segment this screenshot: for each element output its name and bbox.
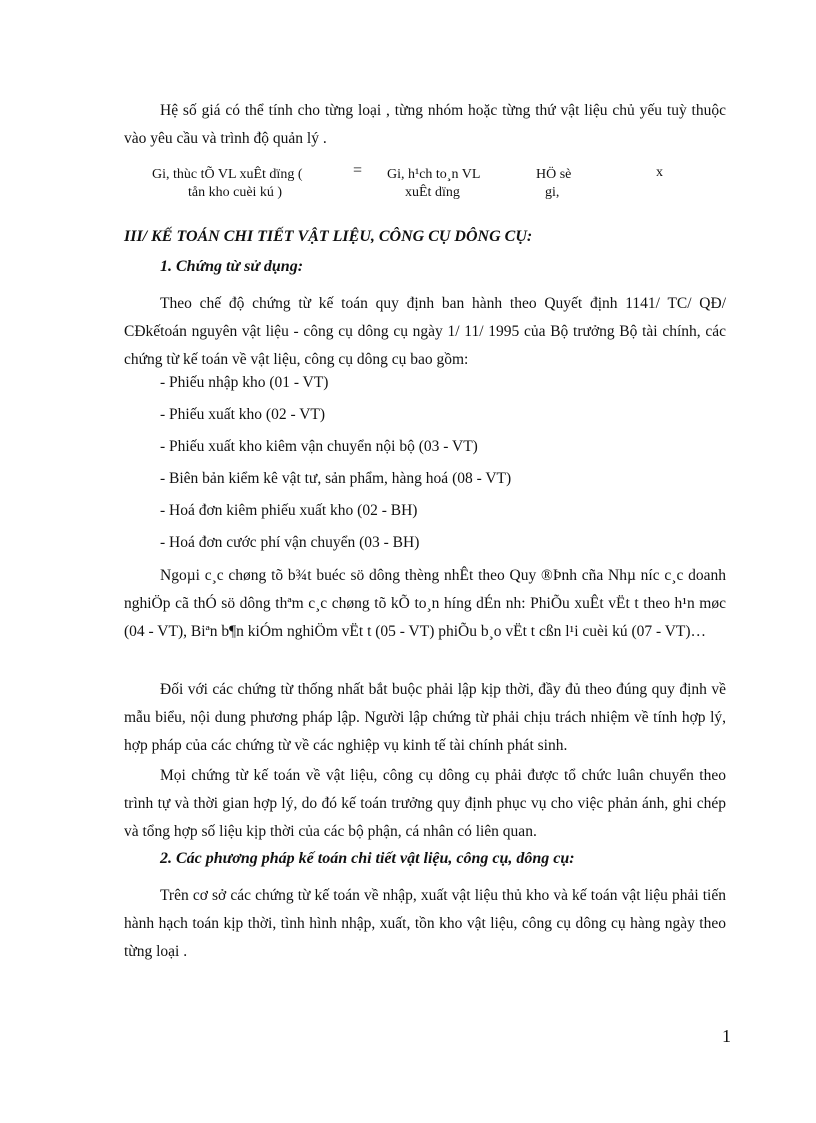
- document-list: [160, 373, 511, 565]
- formula-equals-sign: =: [353, 162, 363, 179]
- formula-lhs-line2: tån kho cuèi kú ): [188, 185, 283, 200]
- list-item: - Hoá đơn cước phí vận chuyển (03 - BH): [160, 534, 420, 551]
- documents-paragraph: Theo chế độ chứng từ kế toán quy định ban hành theo Quyết định 1141/ TC/ QĐ/ CĐkếtoán nguyên vật liệu - công cụ dông cụ ngày 1/ 11/ 1995 của Bộ trưởng Bộ tài chính, các chứng từ kế toán về vật liệu, công cụ dông cụ bao gồm:: [124, 295, 726, 368]
- formula-mid-line1: Gi, h¹ch to¸n VL: [387, 167, 481, 182]
- list-item: - Phiếu nhập kho (01 - VT): [160, 374, 329, 391]
- formula-lhs-line1: Gi, thùc tÕ VL xuÊt dïng (: [152, 167, 303, 182]
- methods-paragraph: Trên cơ sở các chứng từ kế toán về nhập, xuất vật liệu thủ kho và kế toán vật liệu phải tiến hành hạch toán kịp thời, tình hình nhập, xuất, tồn kho vật liệu, công cụ dông cụ hàng ngày theo từng loại .: [124, 887, 726, 960]
- intro-paragraph: Hệ số giá có thể tính cho từng loại , từng nhóm hoặc từng thứ vật liệu chủ yếu tuỳ thuộc vào yêu cầu và trình độ quản lý .: [124, 102, 726, 147]
- formula-mid-line2: xuÊt dïng: [405, 185, 460, 200]
- formula-times-sign: x: [656, 165, 663, 180]
- circulation-paragraph: Mọi chứng từ kế toán về vật liệu, công cụ dông cụ phải được tổ chức luân chuyển theo trình tự và thời gian hợp lý, do đó kế toán trưởng quy định phục vụ cho việc phản ánh, ghi chép và tổng hợp số liệu kịp thời của các bộ phận, cá nhân có liên quan.: [124, 767, 726, 840]
- section-heading: III/ KẾ TOÁN CHI TIẾT VẬT LIỆU, CÔNG CỤ DÔNG CỤ:: [124, 228, 533, 245]
- page-number: 1: [722, 1026, 731, 1046]
- mandatory-documents-paragraph: Đối với các chứng từ thống nhất bắt buộc phải lập kịp thời, đầy đủ theo đúng quy định về mẫu biểu, nội dung phương pháp lập. Người lập chứng từ phải chịu trách nhiệm về tính hợp lý, hợp pháp của các chứng từ về các nghiệp vụ kinh tế tài chính phát sinh.: [124, 681, 726, 754]
- list-item: - Biên bản kiểm kê vật tư, sản phẩm, hàng hoá (08 - VT): [160, 470, 512, 487]
- subsection-2-heading: 2. Các phương pháp kế toán chi tiết vật liệu, công cụ, dông cụ:: [160, 850, 575, 867]
- list-item: - Phiếu xuất kho (02 - VT): [160, 406, 326, 423]
- formula-coef-line1: HÖ sè: [536, 167, 572, 182]
- garbled-paragraph: Ngoµi c¸c chøng tõ b¾t buéc sö dông thèng nhÊt theo Quy ®Þnh cña Nhµ níc c¸c doanh nghiÖp cã thÓ sö dông thªm c¸c chøng tõ kÕ to¸n híng dÉn nh: PhiÕu xuÊt vËt t theo h¹n møc (04 - VT), Biªn b¶n kiÓm nghiÖm vËt t (05 - VT) phiÕu b¸o vËt t cßn l¹i cuèi kú (07 - VT)…: [124, 567, 726, 640]
- list-item: - Hoá đơn kiêm phiếu xuất kho (02 - BH): [160, 502, 418, 519]
- subsection-1-heading: 1. Chứng từ sử dụng:: [160, 258, 304, 275]
- list-item: - Phiếu xuất kho kiêm vận chuyển nội bộ (03 - VT): [160, 438, 478, 455]
- formula-coef-line2: gi,: [545, 185, 560, 200]
